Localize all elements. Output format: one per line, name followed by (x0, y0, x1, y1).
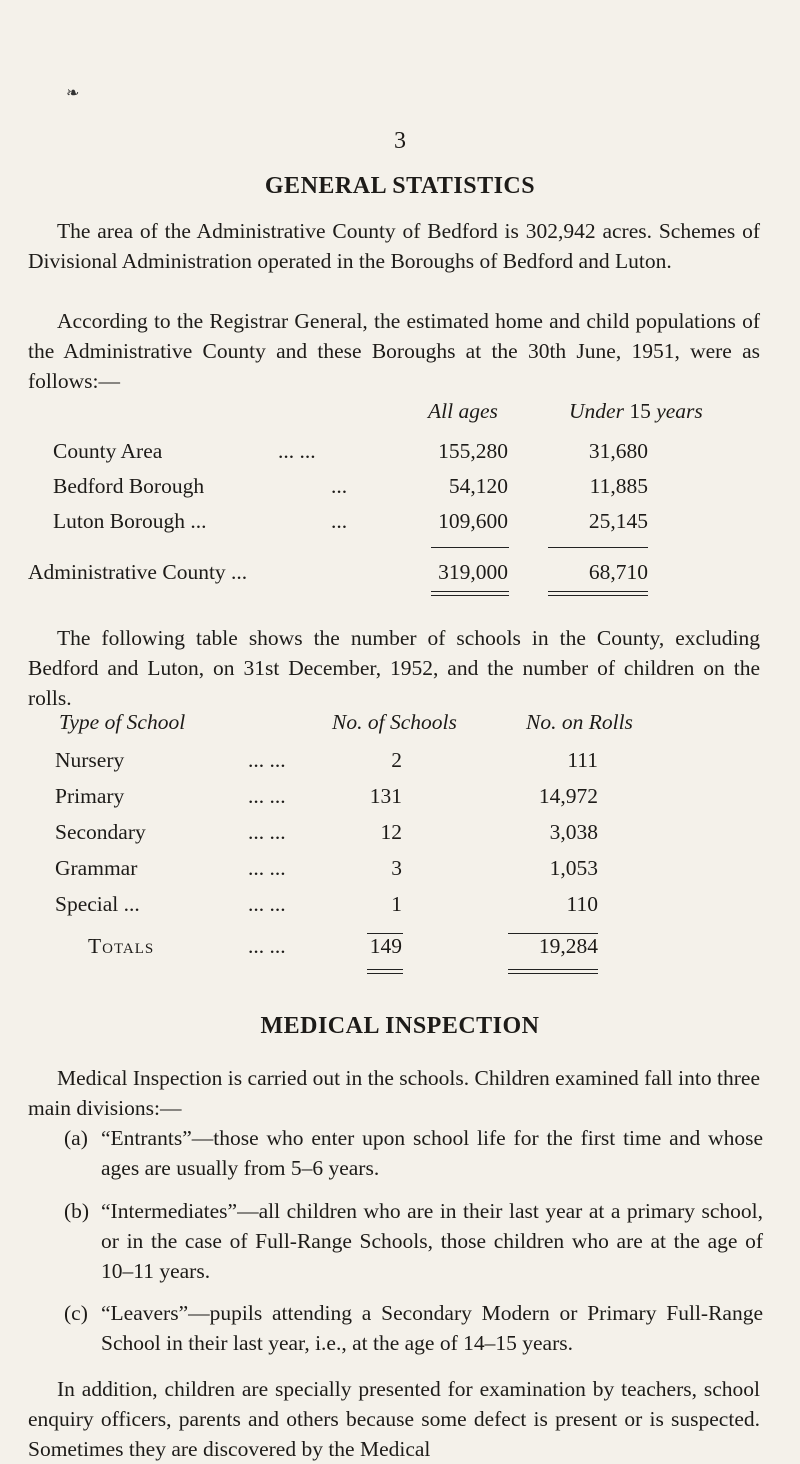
page-mark: ❧ (66, 85, 80, 102)
no-on-rolls-header: No. on Rolls (526, 710, 633, 734)
row-label: Luton Borough ... (53, 509, 207, 533)
rolls-count: 110 (566, 892, 598, 916)
schools-table-header (0, 707, 800, 737)
list-item-text: “Intermediates”—all children who are in their last year at a primary school, or in the case of Full-Range Schools, those children who are at the age of 10–11 years. (101, 1199, 763, 1283)
total-double-rule (367, 969, 403, 974)
area-paragraph: The area of the Administrative County of Bedford is 302,942 acres. Schemes of Divisional Administration operated in the Boroughs of Bedford and Luton. (28, 219, 760, 273)
list-item-text: “Leavers”—pupils attending a Secondary Modern or Primary Full-Range School in their last year, i.e., at the age of 14–15 years. (101, 1301, 763, 1355)
list-item (64, 1196, 764, 1286)
table-row (0, 889, 800, 919)
leader-dots: ... (331, 474, 348, 498)
rolls-count: 14,972 (538, 784, 598, 808)
table-row (0, 471, 800, 501)
table-row (0, 853, 800, 883)
total-row (0, 557, 800, 587)
type-of-school-header: Type of School (59, 710, 186, 734)
all-ages-value: 109,600 (438, 509, 508, 533)
list-item-label: (a) (64, 1126, 88, 1150)
school-count: 131 (369, 784, 402, 808)
under-15-value: 11,885 (589, 474, 648, 498)
table-row (0, 781, 800, 811)
total-double-rule (548, 591, 648, 596)
under-15-total: 68,710 (588, 560, 648, 584)
school-type: Special ... (55, 892, 140, 916)
general-statistics-heading: GENERAL STATISTICS (264, 173, 536, 199)
leader-dots: ... ... (248, 934, 286, 958)
school-count: 12 (380, 820, 402, 844)
row-label: Bedford Borough (53, 474, 205, 498)
leader-dots: ... ... (248, 892, 286, 916)
all-ages-total: 319,000 (438, 560, 508, 584)
table-row (0, 436, 800, 466)
schools-total (0, 931, 800, 981)
under-15-header: Under 15 years (569, 399, 703, 423)
table-row (0, 506, 800, 536)
population-intro-paragraph: According to the Registrar General, the estimated home and child populations of the Administrative County and these Boroughs at the 30th June, 1951, were as follows:— (28, 309, 760, 393)
table-row (0, 745, 800, 775)
leader-dots: ... (331, 509, 348, 533)
schools-intro-paragraph: The following table shows the number of schools in the County, excluding Bedford and Luton, on 31st December, 1952, and the number of children on the rolls. (28, 626, 760, 710)
row-label: County Area (53, 439, 163, 463)
school-type: Nursery (55, 748, 125, 772)
all-ages-header: All ages (428, 399, 498, 423)
all-ages-value: 54,120 (448, 474, 508, 498)
no-of-schools-header: No. of Schools (332, 710, 457, 734)
total-double-rule (508, 969, 598, 974)
under-15-value: 25,145 (588, 509, 648, 533)
medical-inspection-heading: MEDICAL INSPECTION (260, 1013, 540, 1039)
list-item-label: (b) (64, 1199, 90, 1223)
list-item-text: “Entrants”—those who enter upon school life for the first time and whose ages are usually from 5–6 years. (101, 1126, 763, 1180)
medical-intro-paragraph: Medical Inspection is carried out in the schools. Children examined fall into three main divisions:— (28, 1066, 760, 1120)
list-item (64, 1123, 764, 1183)
school-count: 2 (391, 748, 402, 772)
rolls-count: 3,038 (549, 820, 598, 844)
total-row (0, 931, 800, 961)
leader-dots: ... ... (248, 820, 286, 844)
school-type: Grammar (55, 856, 138, 880)
subtotal-rule (548, 547, 648, 548)
total-double-rule (431, 591, 509, 596)
list-item-label: (c) (64, 1301, 88, 1325)
population-table-header (0, 396, 800, 426)
school-count: 3 (391, 856, 402, 880)
leader-dots: ... ... (248, 748, 286, 772)
leader-dots: ... ... (278, 439, 316, 463)
school-type: Secondary (55, 820, 146, 844)
all-ages-value: 155,280 (438, 439, 508, 463)
totals-label: Totals (88, 934, 155, 958)
schools-total-value: 149 (369, 934, 402, 958)
table-row (0, 817, 800, 847)
medical-addition-paragraph: In addition, children are specially presented for examination by teachers, school enquiry officers, parents and others because some defect is present or is suspected. Sometimes they are discovered by the Medical (28, 1377, 760, 1461)
school-type: Primary (55, 784, 125, 808)
leader-dots: ... ... (248, 856, 286, 880)
subtotal-rule (431, 547, 509, 548)
under-15-value: 31,680 (588, 439, 648, 463)
rolls-total-value: 19,284 (538, 934, 598, 958)
rolls-count: 111 (567, 748, 598, 772)
total-label: Administrative County ... (28, 560, 248, 584)
rolls-count: 1,053 (549, 856, 598, 880)
population-table (0, 396, 800, 576)
page-number: 3 (394, 128, 406, 154)
population-total (0, 557, 800, 607)
leader-dots: ... ... (248, 784, 286, 808)
school-count: 1 (391, 892, 402, 916)
schools-table (0, 707, 800, 967)
